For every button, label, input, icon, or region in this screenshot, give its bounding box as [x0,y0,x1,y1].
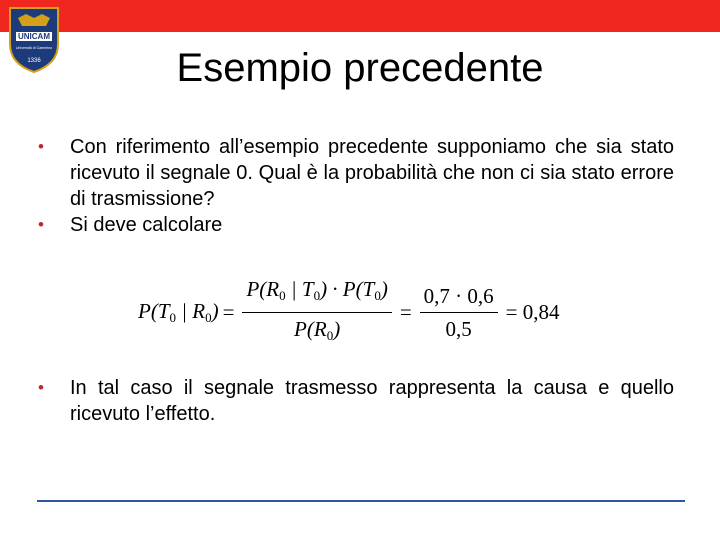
formula-symbolic-numerator: $P(R_0$ | $T_0) \cdot P(T_0)$ [242,276,391,313]
bullet-list [34,134,674,238]
bullet-item [34,375,674,427]
bullet-text: In tal caso il segnale trasmesso rappresenta la causa e quello ricevuto l’effetto. [70,377,674,425]
bayes-formula [138,276,564,344]
bullet-text: Con riferimento all’esempio precedente supponiamo che sia stato ricevuto il segnale 0. Qual è la probabilità che non ci sia stato errore di trasmissione? [70,136,674,210]
svg-text:UNICAM: UNICAM [18,32,50,41]
bullet-text: Si deve calcolare [70,214,223,236]
svg-text:1336: 1336 [27,58,41,64]
bullet-dot-icon: • [38,215,44,234]
formula-lhs: $P(T_0$ | $R_0$) [138,298,219,325]
footer-rule [37,500,685,502]
bullet-item [34,134,674,212]
formula-numeric-fraction [420,283,498,342]
formula-result: = 0,84 [505,299,560,324]
formula-symbolic-denominator: $P(R_0)$ [294,316,341,343]
formula-symbolic-fraction [242,276,391,349]
top-accent-bar [0,0,720,32]
formula-numeric-denominator: 0,5 [445,316,472,341]
bullet-dot-icon: • [38,137,44,156]
svg-text:Università di Camerino: Università di Camerino [15,46,53,50]
formula-numeric-numerator: 0,7 · 0,6 [420,283,498,313]
bullet-list-2 [34,375,674,427]
bullet-dot-icon: • [38,378,44,397]
formula-equals: = [399,299,412,324]
slide-title: Esempio precedente [176,46,544,90]
formula-equals: = [222,299,235,324]
bullet-item [34,212,674,238]
